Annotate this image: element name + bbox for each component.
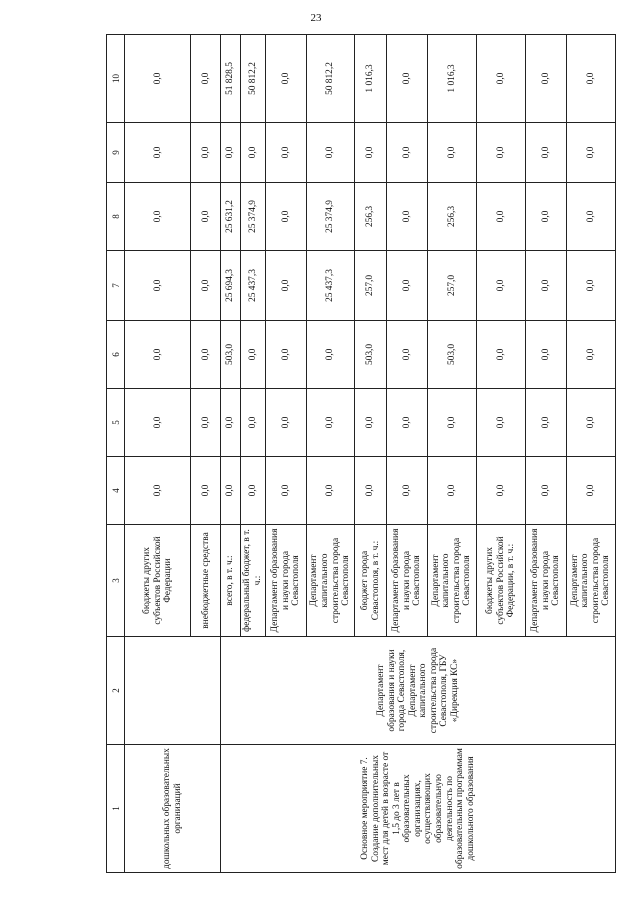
value-cell: 503,0 xyxy=(355,321,387,389)
measure-name-cell: Основное мероприятие 7. Создание дополнительных мест для детей в возрасте от 1,5 до 3 лет в образовательных организациях, осуществляющих образовательную деятельность по образовательным программам дошкольного образования xyxy=(221,745,616,873)
value-cell: 0,0 xyxy=(566,35,615,123)
value-cell: 0,0 xyxy=(476,389,525,457)
value-cell: 0,0 xyxy=(476,123,525,183)
column-header: 8 xyxy=(107,183,125,251)
value-cell: 257,0 xyxy=(427,251,476,321)
page-number: 23 xyxy=(310,12,322,24)
funding-source-cell: Департамент образования и науки города Севастополя xyxy=(266,525,307,637)
value-cell: 0,0 xyxy=(566,123,615,183)
value-cell: 0,0 xyxy=(125,123,191,183)
value-cell: 50 812,2 xyxy=(306,35,354,123)
value-cell: 503,0 xyxy=(221,321,240,389)
value-cell: 0,0 xyxy=(240,321,266,389)
funding-source-cell: Департамент образования и науки города Севастополя xyxy=(526,525,567,637)
value-cell: 0,0 xyxy=(476,457,525,525)
value-cell: 0,0 xyxy=(191,457,221,525)
funding-source-cell: Департамент капитального строительства города Севастополя xyxy=(306,525,354,637)
value-cell: 0,0 xyxy=(125,457,191,525)
value-cell: 257,0 xyxy=(355,251,387,321)
value-cell: 0,0 xyxy=(221,457,240,525)
column-header: 10 xyxy=(107,35,125,123)
funding-source-cell: внебюджетные средства xyxy=(191,525,221,637)
value-cell: 0,0 xyxy=(566,321,615,389)
value-cell: 0,0 xyxy=(387,457,428,525)
funding-source-cell: Департамент капитального строительства города Севастополя xyxy=(427,525,476,637)
table-wrapper xyxy=(106,35,616,873)
value-cell: 25 437,3 xyxy=(240,251,266,321)
value-cell: 0,0 xyxy=(266,457,307,525)
executor-cell xyxy=(125,637,221,745)
value-cell: 0,0 xyxy=(566,389,615,457)
column-header: 9 xyxy=(107,123,125,183)
value-cell: 0,0 xyxy=(476,321,525,389)
value-cell: 50 812,2 xyxy=(240,35,266,123)
value-cell: 0,0 xyxy=(387,321,428,389)
value-cell: 0,0 xyxy=(191,35,221,123)
value-cell: 0,0 xyxy=(526,183,567,251)
value-cell: 0,0 xyxy=(306,321,354,389)
value-cell: 0,0 xyxy=(240,123,266,183)
value-cell: 0,0 xyxy=(427,457,476,525)
value-cell: 1 016,3 xyxy=(355,35,387,123)
value-cell: 0,0 xyxy=(387,389,428,457)
value-cell: 0,0 xyxy=(125,389,191,457)
value-cell: 0,0 xyxy=(266,183,307,251)
rotated-table-frame xyxy=(106,35,616,873)
header-row xyxy=(107,35,125,873)
value-cell: 1 016,3 xyxy=(427,35,476,123)
funding-source-cell: Департамент образования и науки города Севастополя xyxy=(387,525,428,637)
table-row xyxy=(125,35,191,873)
value-cell: 25 631,2 xyxy=(221,183,240,251)
value-cell: 0,0 xyxy=(191,123,221,183)
funding-source-cell: бюджет города Севастополя, в т. ч.: xyxy=(355,525,387,637)
value-cell: 0,0 xyxy=(427,123,476,183)
value-cell: 0,0 xyxy=(191,321,221,389)
value-cell: 25 694,3 xyxy=(221,251,240,321)
funding-source-cell: всего, в т. ч.: xyxy=(221,525,240,637)
measure-name-cell: дошкольных образовательных организаций xyxy=(125,745,221,873)
value-cell: 0,0 xyxy=(266,389,307,457)
value-cell: 0,0 xyxy=(221,389,240,457)
value-cell: 0,0 xyxy=(266,35,307,123)
value-cell: 0,0 xyxy=(566,251,615,321)
value-cell: 0,0 xyxy=(306,123,354,183)
value-cell: 0,0 xyxy=(387,251,428,321)
table-row xyxy=(221,35,240,873)
value-cell: 0,0 xyxy=(387,183,428,251)
value-cell: 0,0 xyxy=(526,123,567,183)
value-cell: 0,0 xyxy=(526,251,567,321)
column-header: 4 xyxy=(107,457,125,525)
value-cell: 0,0 xyxy=(266,123,307,183)
value-cell: 0,0 xyxy=(526,35,567,123)
column-header: 6 xyxy=(107,321,125,389)
value-cell: 256,3 xyxy=(355,183,387,251)
value-cell: 51 828,5 xyxy=(221,35,240,123)
budget-table xyxy=(106,34,616,873)
value-cell: 0,0 xyxy=(191,251,221,321)
value-cell: 0,0 xyxy=(266,321,307,389)
value-cell: 0,0 xyxy=(306,389,354,457)
value-cell: 0,0 xyxy=(125,251,191,321)
executor-cell: Департамент образования и науки города Севастополя, Департамент капитального строительства города Севастополя, ГБУ «Дирекция КС» xyxy=(221,637,616,745)
value-cell: 0,0 xyxy=(306,457,354,525)
column-header: 3 xyxy=(107,525,125,637)
funding-source-cell: бюджеты других субъектов Российской Федерации, в т. ч.: xyxy=(476,525,525,637)
funding-source-cell: бюджеты других субъектов Российской Федерации xyxy=(125,525,191,637)
value-cell: 0,0 xyxy=(191,389,221,457)
value-cell: 0,0 xyxy=(266,251,307,321)
value-cell: 25 374,9 xyxy=(306,183,354,251)
value-cell: 25 374,9 xyxy=(240,183,266,251)
value-cell: 0,0 xyxy=(526,389,567,457)
value-cell: 0,0 xyxy=(125,35,191,123)
value-cell: 0,0 xyxy=(240,389,266,457)
value-cell: 0,0 xyxy=(476,183,525,251)
value-cell: 0,0 xyxy=(125,321,191,389)
value-cell: 0,0 xyxy=(476,251,525,321)
funding-source-cell: Департамент капитального строительства города Севастополя xyxy=(566,525,615,637)
value-cell: 0,0 xyxy=(355,123,387,183)
value-cell: 0,0 xyxy=(387,35,428,123)
value-cell: 0,0 xyxy=(191,183,221,251)
funding-source-cell: федеральный бюджет, в т. ч.: xyxy=(240,525,266,637)
value-cell: 503,0 xyxy=(427,321,476,389)
value-cell: 0,0 xyxy=(427,389,476,457)
column-header: 5 xyxy=(107,389,125,457)
table-body xyxy=(107,35,616,873)
value-cell: 0,0 xyxy=(221,123,240,183)
value-cell: 25 437,3 xyxy=(306,251,354,321)
value-cell: 0,0 xyxy=(476,35,525,123)
value-cell: 0,0 xyxy=(355,389,387,457)
column-header: 1 xyxy=(107,745,125,873)
value-cell: 0,0 xyxy=(125,183,191,251)
value-cell: 0,0 xyxy=(566,457,615,525)
value-cell: 0,0 xyxy=(355,457,387,525)
column-header: 7 xyxy=(107,251,125,321)
value-cell: 0,0 xyxy=(240,457,266,525)
value-cell: 0,0 xyxy=(526,321,567,389)
column-header: 2 xyxy=(107,637,125,745)
value-cell: 0,0 xyxy=(526,457,567,525)
value-cell: 0,0 xyxy=(387,123,428,183)
value-cell: 256,3 xyxy=(427,183,476,251)
value-cell: 0,0 xyxy=(566,183,615,251)
